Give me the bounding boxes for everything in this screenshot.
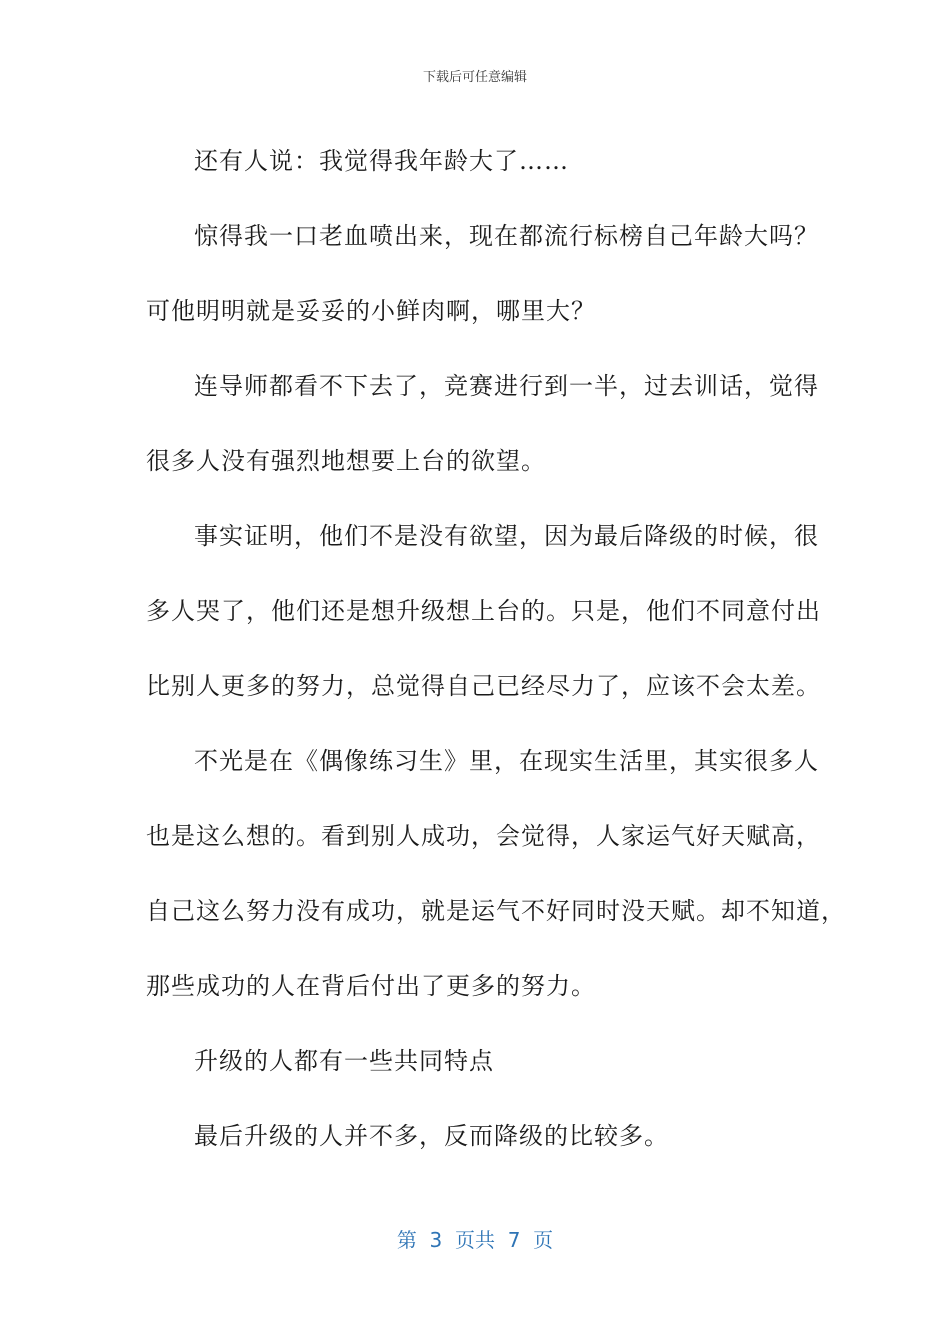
paragraph-line: 比别人更多的努力，总觉得自己已经尽力了，应该不会太差。 xyxy=(146,672,821,700)
document-body xyxy=(146,124,846,1174)
paragraph-line: 可他明明就是妥妥的小鲜肉啊，哪里大？ xyxy=(146,297,596,325)
paragraph-line: 事实证明，他们不是没有欲望，因为最后降级的时候，很 xyxy=(194,522,819,550)
paragraph-line: 自己这么努力没有成功，就是运气不好同时没天赋。却不知道， xyxy=(146,897,846,925)
paragraph-line: 很多人没有强烈地想要上台的欲望。 xyxy=(146,447,546,475)
paragraph-line: 最后升级的人并不多，反而降级的比较多。 xyxy=(194,1122,669,1150)
paragraph-line: 也是这么想的。看到别人成功，会觉得，人家运气好天赋高， xyxy=(146,822,821,850)
paragraph-line: 那些成功的人在背后付出了更多的努力。 xyxy=(146,972,596,1000)
paragraph-line: 不光是在《偶像练习生》里，在现实生活里，其实很多人 xyxy=(194,747,819,775)
section-heading: 升级的人都有一些共同特点 xyxy=(194,1047,494,1075)
page-header: 下载后可任意编辑 xyxy=(422,70,527,85)
page-number-footer: 第 3 页共 7 页 xyxy=(396,1228,554,1252)
paragraph-line: 多人哭了，他们还是想升级想上台的。只是，他们不同意付出 xyxy=(146,597,821,625)
paragraph-line: 还有人说：我觉得我年龄大了…… xyxy=(194,147,569,175)
paragraph-line: 惊得我一口老血喷出来，现在都流行标榜自己年龄大吗？ xyxy=(194,222,819,250)
paragraph-line: 连导师都看不下去了，竞赛进行到一半，过去训话，觉得 xyxy=(194,372,819,400)
